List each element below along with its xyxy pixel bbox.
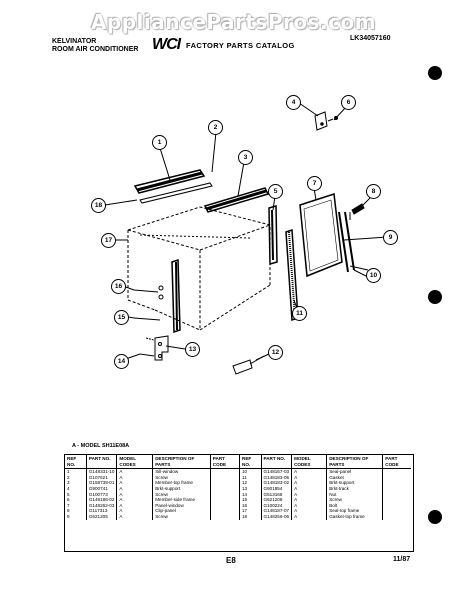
cell-model: A — [117, 475, 153, 481]
cell-model: A — [292, 486, 327, 492]
cell-ref: 14 — [240, 492, 262, 498]
cell-desc: Clip-panel — [153, 508, 211, 514]
col-part-code: PART CODE — [210, 455, 239, 469]
cell-ref: 11 — [240, 475, 262, 481]
cell-ref: 2 — [65, 475, 86, 481]
cell-model: A — [292, 497, 327, 503]
col-description: DESCRIPTION OF PARTS — [153, 455, 211, 469]
watermark: AppliancePartsPros.com — [90, 10, 377, 34]
cell-part: G148183-02 — [261, 480, 292, 486]
revision-date: 11/87 — [393, 556, 411, 563]
cell-model: A — [117, 508, 153, 514]
cell-desc: Screw — [153, 514, 211, 520]
cell-desc: Seal-panel — [327, 469, 383, 475]
cell-desc: Gasket-top frame — [327, 514, 383, 520]
cell-desc: Brkt-support — [327, 480, 383, 486]
cell-desc: Nut — [327, 492, 383, 498]
cell-ref: 15 — [240, 497, 262, 503]
cell-model: A — [117, 469, 153, 475]
cell-part: G621208 — [261, 497, 292, 503]
callout-11: 11 — [292, 306, 307, 321]
table-header-row — [65, 455, 239, 469]
support-bracket — [233, 360, 252, 374]
cell-model: A — [292, 475, 327, 481]
cell-desc: Panel-window — [153, 503, 211, 509]
product-line: ROOM AIR CONDITIONER — [52, 46, 139, 53]
col-model-codes: MODEL CODES — [292, 455, 327, 469]
callout-9: 9 — [383, 230, 398, 245]
parts-table-left — [65, 455, 239, 520]
table-header-row — [240, 455, 412, 469]
cell-ref: 5 — [65, 492, 86, 498]
cell-part: G148187-07 — [261, 508, 292, 514]
cell-model: A — [292, 503, 327, 509]
cell-ref: 12 — [240, 480, 262, 486]
cell-part: G621205 — [86, 514, 117, 520]
cell-ref: 9 — [65, 514, 86, 520]
cell-ref: 17 — [240, 508, 262, 514]
callout-14: 14 — [114, 354, 129, 369]
callout-5: 5 — [268, 184, 283, 199]
cell-model: A — [117, 492, 153, 498]
cell-desc: Screw — [327, 497, 383, 503]
cell-ref: 1 — [65, 469, 86, 475]
cell-model: A — [117, 480, 153, 486]
cell-part: G148167-03 — [261, 469, 292, 475]
page-number: E8 — [226, 556, 236, 565]
cell-desc: Member-top frame — [153, 480, 211, 486]
callout-10: 10 — [366, 268, 381, 283]
callout-8: 8 — [366, 184, 381, 199]
callout-4: 4 — [286, 95, 301, 110]
callout-7: 7 — [307, 176, 322, 191]
cell-part: G513168 — [261, 492, 292, 498]
cell-ref: 18 — [240, 514, 262, 520]
cell-desc: Sill-window — [153, 469, 211, 475]
cell-part: G100773 — [86, 492, 117, 498]
cell-part: G107621 — [86, 475, 117, 481]
callout-16: 16 — [111, 279, 126, 294]
callout-6: 6 — [341, 95, 356, 110]
cell-model: A — [117, 486, 153, 492]
col-ref-no: REF NO. — [240, 455, 262, 469]
brand-name: KELVINATOR — [52, 38, 97, 45]
cell-ref: 4 — [65, 486, 86, 492]
callout-1: 1 — [152, 135, 167, 150]
cell-ref: 13 — [240, 486, 262, 492]
cell-ref: 16 — [240, 503, 262, 509]
col-description: DESCRIPTION OF PARTS — [327, 455, 383, 469]
col-part-code: PART CODE — [383, 455, 411, 469]
cell-part: G148331-10 — [86, 469, 117, 475]
callout-17: 17 — [101, 233, 116, 248]
callout-13: 13 — [185, 342, 200, 357]
catalog-title: FACTORY PARTS CATALOG — [186, 41, 295, 50]
cell-model: A — [292, 480, 327, 486]
cell-part: G601854 — [261, 486, 292, 492]
cell-ref: 6 — [65, 497, 86, 503]
callout-12: 12 — [268, 345, 283, 360]
cell-part: G900741 — [86, 486, 117, 492]
cell-model: A — [292, 492, 327, 498]
col-model-codes: MODEL CODES — [117, 455, 153, 469]
cell-part: G148186-02 — [86, 497, 117, 503]
cell-ref: 7 — [65, 503, 86, 509]
callout-15: 15 — [114, 310, 129, 325]
cell-model: A — [292, 469, 327, 475]
cell-desc: Brkt-track — [327, 486, 383, 492]
cell-model: A — [117, 497, 153, 503]
cell-ref: 8 — [65, 508, 86, 514]
cell-ref: 3 — [65, 480, 86, 486]
cell-desc: Seal-top frame — [327, 508, 383, 514]
callout-3: 3 — [238, 150, 253, 165]
cell-code — [210, 514, 239, 520]
parts-table-right — [239, 455, 411, 520]
cell-desc: Screw — [153, 475, 211, 481]
cell-part: G100224 — [261, 503, 292, 509]
col-part-no: PART NO. — [86, 455, 117, 469]
cell-part: G148256-06 — [261, 514, 292, 520]
cell-part: G148183-05 — [261, 475, 292, 481]
model-legend: A - MODEL SH11E08A — [72, 443, 130, 449]
cell-model: A — [292, 508, 327, 514]
table-row — [240, 514, 412, 520]
callout-18: 18 — [91, 198, 106, 213]
col-ref-no: REF NO. — [65, 455, 86, 469]
cell-model: A — [117, 514, 153, 520]
document-number: LK34057160 — [350, 35, 391, 42]
cell-desc: Gasket — [327, 475, 383, 481]
wci-logo: WCI — [152, 36, 181, 53]
cell-ref: 10 — [240, 469, 262, 475]
callout-2: 2 — [208, 120, 223, 135]
cell-part: G117313 — [86, 508, 117, 514]
cell-desc: Brkt-support — [153, 486, 211, 492]
cell-part: G148262-03 — [86, 503, 117, 509]
table-row — [65, 514, 239, 520]
cell-code — [383, 514, 411, 520]
cell-desc: Member-side frame — [153, 497, 211, 503]
col-part-no: PART NO. — [261, 455, 292, 469]
cell-desc: Screw — [153, 492, 211, 498]
cell-model: A — [117, 503, 153, 509]
cell-model: A — [292, 514, 327, 520]
cell-part: G158738-01 — [86, 480, 117, 486]
cell-desc: Bolt — [327, 503, 383, 509]
